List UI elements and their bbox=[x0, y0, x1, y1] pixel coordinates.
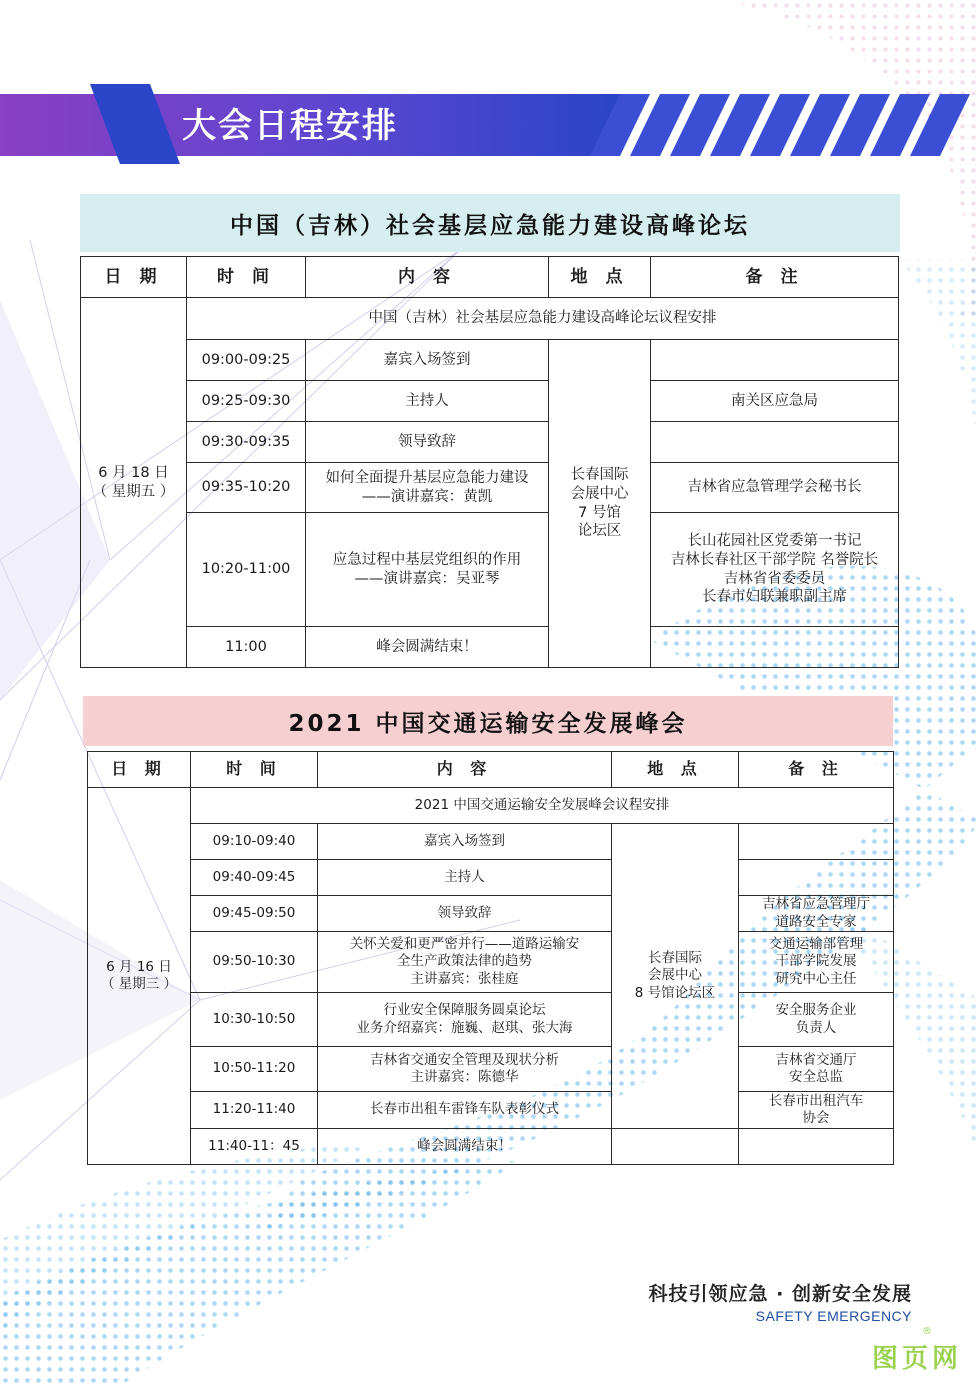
time-cell: 11:20-11:40 bbox=[191, 1092, 318, 1129]
table-row bbox=[81, 422, 899, 463]
table-row bbox=[88, 1129, 894, 1165]
table-row bbox=[88, 1047, 894, 1092]
content-cell: 如何全面提升基层应急能力建设 ——演讲嘉宾：黄凯 bbox=[306, 463, 549, 513]
note-cell: 长山花园社区党委第一书记 吉林长春社区干部学院 名誉院长 吉林省省委委员 长春市妇联兼职副主席 bbox=[651, 513, 899, 627]
content-cell: 应急过程中基层党组织的作用 ——演讲嘉宾：吴亚琴 bbox=[306, 513, 549, 627]
note-cell: 长春市出租汽车 协会 bbox=[739, 1092, 894, 1129]
note-cell bbox=[739, 1129, 894, 1165]
table-row bbox=[88, 860, 894, 896]
forum2-schedule-table bbox=[87, 751, 894, 1165]
time-cell: 10:30-10:50 bbox=[191, 993, 318, 1047]
agenda-subtitle: 中国（吉林）社会基层应急能力建设高峰论坛议程安排 bbox=[187, 298, 899, 340]
content-cell: 峰会圆满结束！ bbox=[306, 627, 549, 668]
note-cell: 安全服务企业 负责人 bbox=[739, 993, 894, 1047]
date-text: 6 月 18 日 bbox=[98, 464, 169, 481]
weekday-text: （ 星期五 ） bbox=[92, 483, 175, 500]
note-cell bbox=[651, 340, 899, 381]
content-cell: 长春市出租车雷锋车队表彰仪式 bbox=[318, 1092, 612, 1129]
place-cell: 长春国际 会展中心 7 号馆 论坛区 bbox=[549, 340, 651, 668]
table-header-row bbox=[88, 752, 894, 788]
date-cell bbox=[88, 788, 191, 1165]
content-cell: 嘉宾入场签到 bbox=[318, 824, 612, 860]
content-cell: 行业安全保障服务圆桌论坛 业务介绍嘉宾：施巍、赵琪、张大海 bbox=[318, 993, 612, 1047]
footer-slogan: 科技引领应急 · 创新安全发展 bbox=[648, 1283, 912, 1305]
time-cell: 09:30-09:35 bbox=[187, 422, 306, 463]
registered-mark: ® bbox=[922, 1326, 932, 1337]
column-header-note: 备 注 bbox=[739, 752, 894, 788]
column-header-content: 内 容 bbox=[306, 257, 549, 298]
content-cell: 峰会圆满结束！ bbox=[318, 1129, 612, 1165]
time-cell: 11:00 bbox=[187, 627, 306, 668]
column-header-date: 日 期 bbox=[81, 257, 187, 298]
content-cell: 关怀关爱和更严密并行——道路运输安 全生产政策法律的趋势 主讲嘉宾：张桂庭 bbox=[318, 932, 612, 993]
weekday-text: （ 星期三 ） bbox=[100, 976, 178, 993]
note-cell: 吉林省应急管理厅 道路安全专家 bbox=[739, 896, 894, 932]
time-cell: 09:35-10:20 bbox=[187, 463, 306, 513]
table-row bbox=[88, 1092, 894, 1129]
content-cell: 领导致辞 bbox=[306, 422, 549, 463]
column-header-content: 内 容 bbox=[318, 752, 612, 788]
page-title: 大会日程安排 bbox=[182, 106, 398, 146]
content-cell: 主持人 bbox=[306, 381, 549, 422]
time-cell: 09:45-09:50 bbox=[191, 896, 318, 932]
time-cell: 11:40-11：45 bbox=[191, 1129, 318, 1165]
date-text: 6 月 16 日 bbox=[106, 958, 172, 975]
content-cell: 嘉宾入场签到 bbox=[306, 340, 549, 381]
column-header-date: 日 期 bbox=[88, 752, 191, 788]
table-row bbox=[88, 932, 894, 993]
note-cell bbox=[651, 422, 899, 463]
time-cell: 09:00-09:25 bbox=[187, 340, 306, 381]
note-cell: 吉林省应急管理学会秘书长 bbox=[651, 463, 899, 513]
forum1-schedule-table bbox=[80, 256, 899, 668]
note-cell: 南关区应急局 bbox=[651, 381, 899, 422]
time-cell: 09:50-10:30 bbox=[191, 932, 318, 993]
column-header-place: 地 点 bbox=[549, 257, 651, 298]
column-header-note: 备 注 bbox=[651, 257, 899, 298]
table-row bbox=[88, 788, 894, 824]
table-row bbox=[88, 896, 894, 932]
table-row bbox=[81, 298, 899, 340]
table-row bbox=[81, 381, 899, 422]
time-cell: 10:20-11:00 bbox=[187, 513, 306, 627]
content-cell: 领导致辞 bbox=[318, 896, 612, 932]
table-row bbox=[88, 824, 894, 860]
table-row bbox=[81, 627, 899, 668]
date-cell bbox=[81, 298, 187, 668]
note-cell: 吉林省交通厅 安全总监 bbox=[739, 1047, 894, 1092]
watermark-logo: 图页网 bbox=[871, 1344, 962, 1374]
column-header-place: 地 点 bbox=[612, 752, 739, 788]
forum2-title: 2021 中国交通运输安全发展峰会 bbox=[83, 696, 893, 746]
time-cell: 09:25-09:30 bbox=[187, 381, 306, 422]
note-cell bbox=[739, 824, 894, 860]
time-cell: 10:50-11:20 bbox=[191, 1047, 318, 1092]
footer-slogan-english: SAFETY EMERGENCY bbox=[755, 1308, 912, 1324]
table-row bbox=[81, 463, 899, 513]
table-header-row bbox=[81, 257, 899, 298]
note-cell bbox=[739, 860, 894, 896]
table-row bbox=[81, 340, 899, 381]
time-cell: 09:40-09:45 bbox=[191, 860, 318, 896]
agenda-subtitle: 2021 中国交通运输安全发展峰会议程安排 bbox=[191, 788, 894, 824]
note-cell: 交通运输部管理 干部学院发展 研究中心主任 bbox=[739, 932, 894, 993]
time-cell: 09:10-09:40 bbox=[191, 824, 318, 860]
column-header-time: 时 间 bbox=[187, 257, 306, 298]
table-row bbox=[88, 993, 894, 1047]
table-row bbox=[81, 513, 899, 627]
forum1-title: 中国（吉林）社会基层应急能力建设高峰论坛 bbox=[80, 194, 900, 252]
content-cell: 吉林省交通安全管理及现状分析 主讲嘉宾：陈德华 bbox=[318, 1047, 612, 1092]
content-cell: 主持人 bbox=[318, 860, 612, 896]
note-cell bbox=[651, 627, 899, 668]
place-cell-empty bbox=[612, 1129, 739, 1165]
place-cell: 长春国际 会展中心 8 号馆论坛区 bbox=[612, 824, 739, 1129]
column-header-time: 时 间 bbox=[191, 752, 318, 788]
